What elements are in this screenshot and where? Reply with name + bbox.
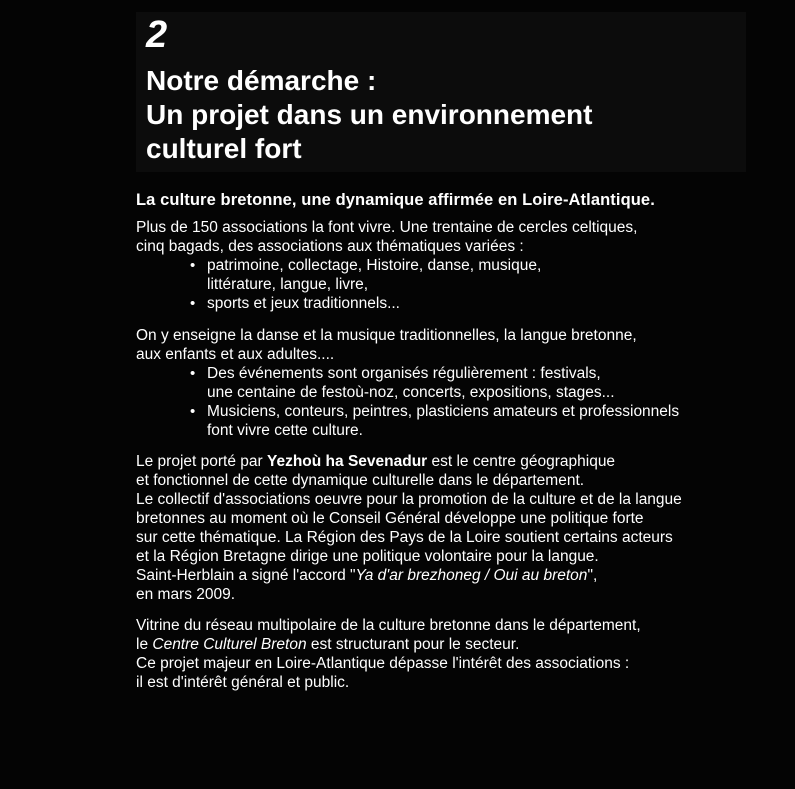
text-line: [136, 635, 776, 654]
teaching-paragraph: [136, 326, 776, 364]
text-line: Vitrine du réseau multipolaire de la culture bretonne dans le département,: [136, 617, 641, 634]
project-prefix: Le projet porté par: [136, 453, 267, 470]
text-line: • sports et jeux traditionnels...: [207, 295, 400, 312]
text-line: font vivre cette culture.: [207, 422, 363, 439]
project-suffix: est le centre géographique: [427, 453, 616, 470]
project-paragraph: [136, 452, 776, 604]
accord-name: Ya d'ar brezhoneg / Oui au breton: [355, 567, 588, 584]
text-line: bretonnes au moment où le Conseil Général développe une politique forte: [136, 510, 644, 527]
text-line: littérature, langue, livre,: [207, 276, 369, 293]
list-item: [190, 294, 776, 313]
text-line: Le collectif d'associations oeuvre pour la promotion de la culture et de la langue: [136, 491, 682, 508]
accord-prefix: Saint-Herblain a signé l'accord ": [136, 567, 356, 584]
text-line: sur cette thématique. La Région des Pays de la Loire soutient certains acteurs: [136, 529, 673, 546]
content: [136, 190, 776, 692]
title-line: culturel fort: [146, 133, 302, 164]
list-item: [190, 402, 776, 440]
centre-name: Centre Culturel Breton: [152, 636, 307, 653]
text-line: • patrimoine, collectage, Histoire, danse, musique,: [207, 257, 542, 274]
text-line: • Musiciens, conteurs, peintres, plasticiens amateurs et professionnels: [207, 403, 680, 420]
title-line: Notre démarche :: [146, 65, 377, 96]
centre-prefix: le: [136, 636, 153, 653]
showcase-paragraph: [136, 616, 776, 692]
text-line: On y enseigne la danse et la musique traditionnelles, la langue bretonne,: [136, 327, 637, 344]
page-title: [146, 64, 592, 166]
centre-suffix: est structurant pour le secteur.: [306, 636, 520, 653]
text-line: aux enfants et aux adultes....: [136, 346, 335, 363]
chapter-number: 2: [146, 14, 168, 56]
intro-paragraph: [136, 218, 776, 256]
list-item: [190, 364, 776, 402]
themes-list: [136, 256, 776, 313]
text-line: Plus de 150 associations la font vivre. Une trentaine de cercles celtiques,: [136, 219, 638, 236]
text-line: en mars 2009.: [136, 586, 236, 603]
list-item: [190, 256, 776, 294]
text-line: cinq bagads, des associations aux thématiques variées :: [136, 238, 524, 255]
title-line: Un projet dans un environnement: [146, 99, 593, 130]
text-line: Ce projet majeur en Loire-Atlantique dépasse l'intérêt des associations :: [136, 655, 630, 672]
organization-name: Yezhoù ha Sevenadur: [266, 453, 428, 470]
events-list: [136, 364, 776, 440]
text-line: [136, 452, 776, 471]
accord-suffix: ",: [587, 567, 598, 584]
text-line: et la Région Bretagne dirige une politique volontaire pour la langue.: [136, 548, 599, 565]
text-line: il est d'intérêt général et public.: [136, 674, 350, 691]
text-line: [136, 566, 776, 585]
section-subtitle: La culture bretonne, une dynamique affirmée en Loire-Atlantique.: [136, 191, 655, 209]
text-line: • Des événements sont organisés régulièrement : festivals,: [207, 365, 601, 382]
text-line: et fonctionnel de cette dynamique culturelle dans le département.: [136, 472, 585, 489]
text-line: une centaine de festoù-noz, concerts, expositions, stages...: [207, 384, 615, 401]
